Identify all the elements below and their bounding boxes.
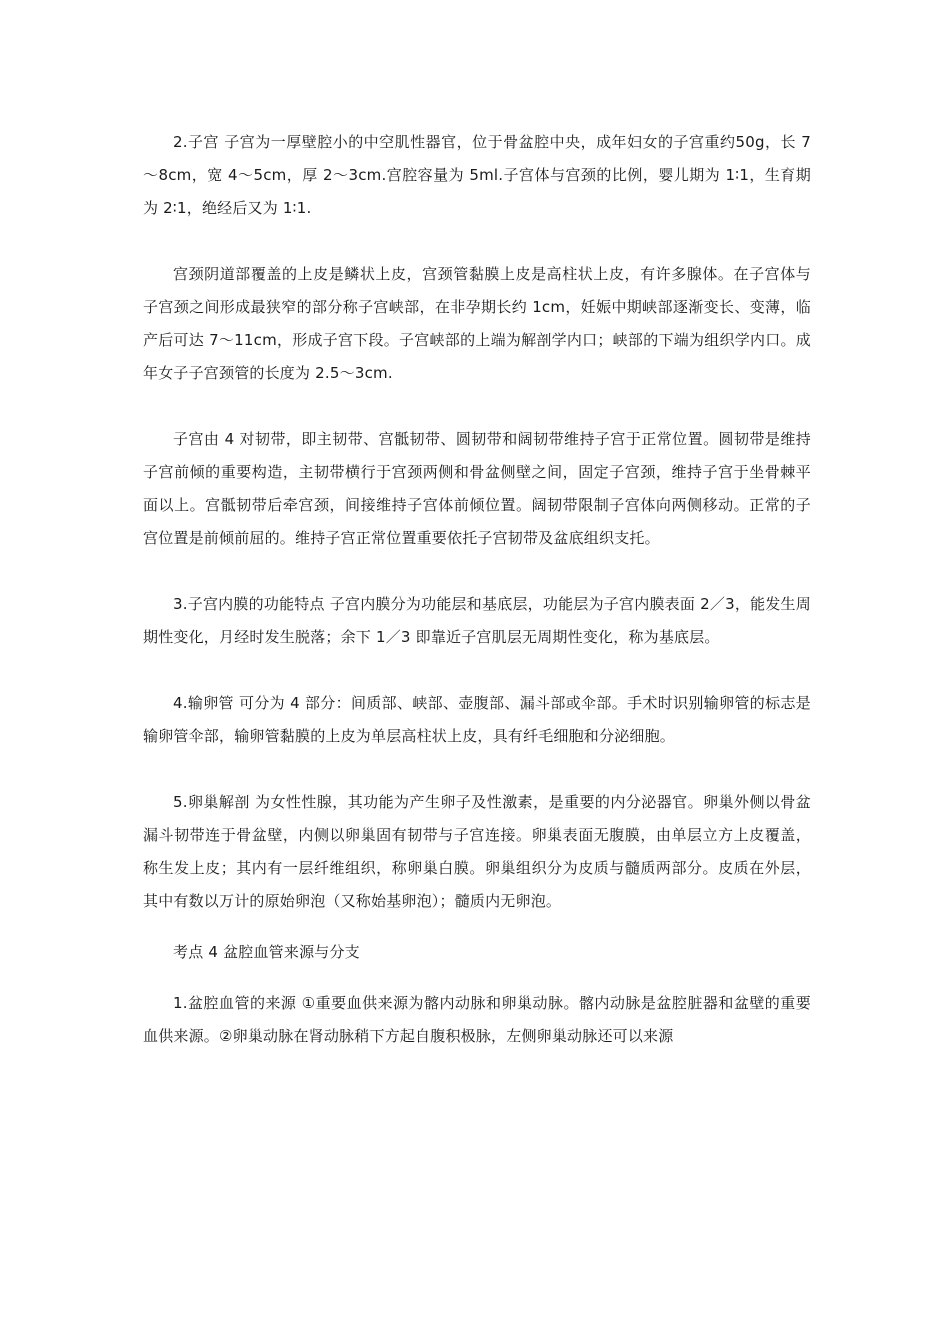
paragraph-pelvic-vessel-sources: 1.盆腔血管的来源 ①重要血供来源为髂内动脉和卵巢动脉。髂内动脉是盆腔脏器和盆壁的重要血供来源。②卵巢动脉在肾动脉稍下方起自腹积极脉，左侧卵巢动脉还可以来源 bbox=[143, 994, 811, 1045]
paragraph-endometrium: 3.子宫内膜的功能特点 子宫内膜分为功能层和基底层，功能层为子宫内膜表面 2／3，能发生周期性变化，月经时发生脱落；余下 1／3 即靠近子宫肌层无周期性变化，称为基底层。 bbox=[143, 595, 811, 646]
paragraph-uterine-ligaments: 子宫由 4 对韧带，即主韧带、宫骶韧带、圆韧带和阔韧带维持子宫于正常位置。圆韧带是维持子宫前倾的重要构造，主韧带横行于宫颈两侧和骨盆侧壁之间，固定子宫颈，维持子宫于坐骨棘平面以上。宫骶韧带后牵宫颈，间接维持子宫体前倾位置。阔韧带限制子宫体向两侧移动。正常的子宫位置是前倾前屈的。维持子宫正常位置重要依托子宫韧带及盆底组织支托。 bbox=[143, 430, 811, 547]
paragraph-uterus-overview: 2.子宫 子宫为一厚壁腔小的中空肌性器官，位于骨盆腔中央，成年妇女的子宫重约50g，长 7～8cm，宽 4～5cm，厚 2～3cm.宫腔容量为 5ml.子宫体与宫颈的比例，婴儿期为 1∶1，生育期为 2∶1，绝经后又为 1∶1. bbox=[143, 133, 811, 217]
paragraph-ovary-anatomy: 5.卵巢解剖 为女性性腺，其功能为产生卵子及性激素，是重要的内分泌器官。卵巢外侧以骨盆漏斗韧带连于骨盆壁，内侧以卵巢固有韧带与子宫连接。卵巢表面无腹膜，由单层立方上皮覆盖，称生发上皮；其内有一层纤维组织，称卵巢白膜。卵巢组织分为皮质与髓质两部分。皮质在外层，其中有数以万计的原始卵泡（又称始基卵泡）；髓质内无卵泡。 bbox=[143, 793, 811, 910]
section-heading-pelvic-vessels: 考点 4 盆腔血管来源与分支 bbox=[173, 943, 360, 961]
paragraph-fallopian-tube: 4.输卵管 可分为 4 部分：间质部、峡部、壶腹部、漏斗部或伞部。手术时识别输卵管的标志是输卵管伞部，输卵管黏膜的上皮为单层高柱状上皮，具有纤毛细胞和分泌细胞。 bbox=[143, 694, 811, 745]
document-body bbox=[143, 126, 811, 1086]
paragraph-cervix-isthmus: 宫颈阴道部覆盖的上皮是鳞状上皮，宫颈管黏膜上皮是高柱状上皮，有许多腺体。在子宫体与子宫颈之间形成最狭窄的部分称子宫峡部，在非孕期长约 1cm，妊娠中期峡部逐渐变长、变薄，临产后可达 7～11cm，形成子宫下段。子宫峡部的上端为解剖学内口；峡部的下端为组织学内口。成年女子子宫颈管的长度为 2.5～3cm. bbox=[143, 265, 811, 382]
